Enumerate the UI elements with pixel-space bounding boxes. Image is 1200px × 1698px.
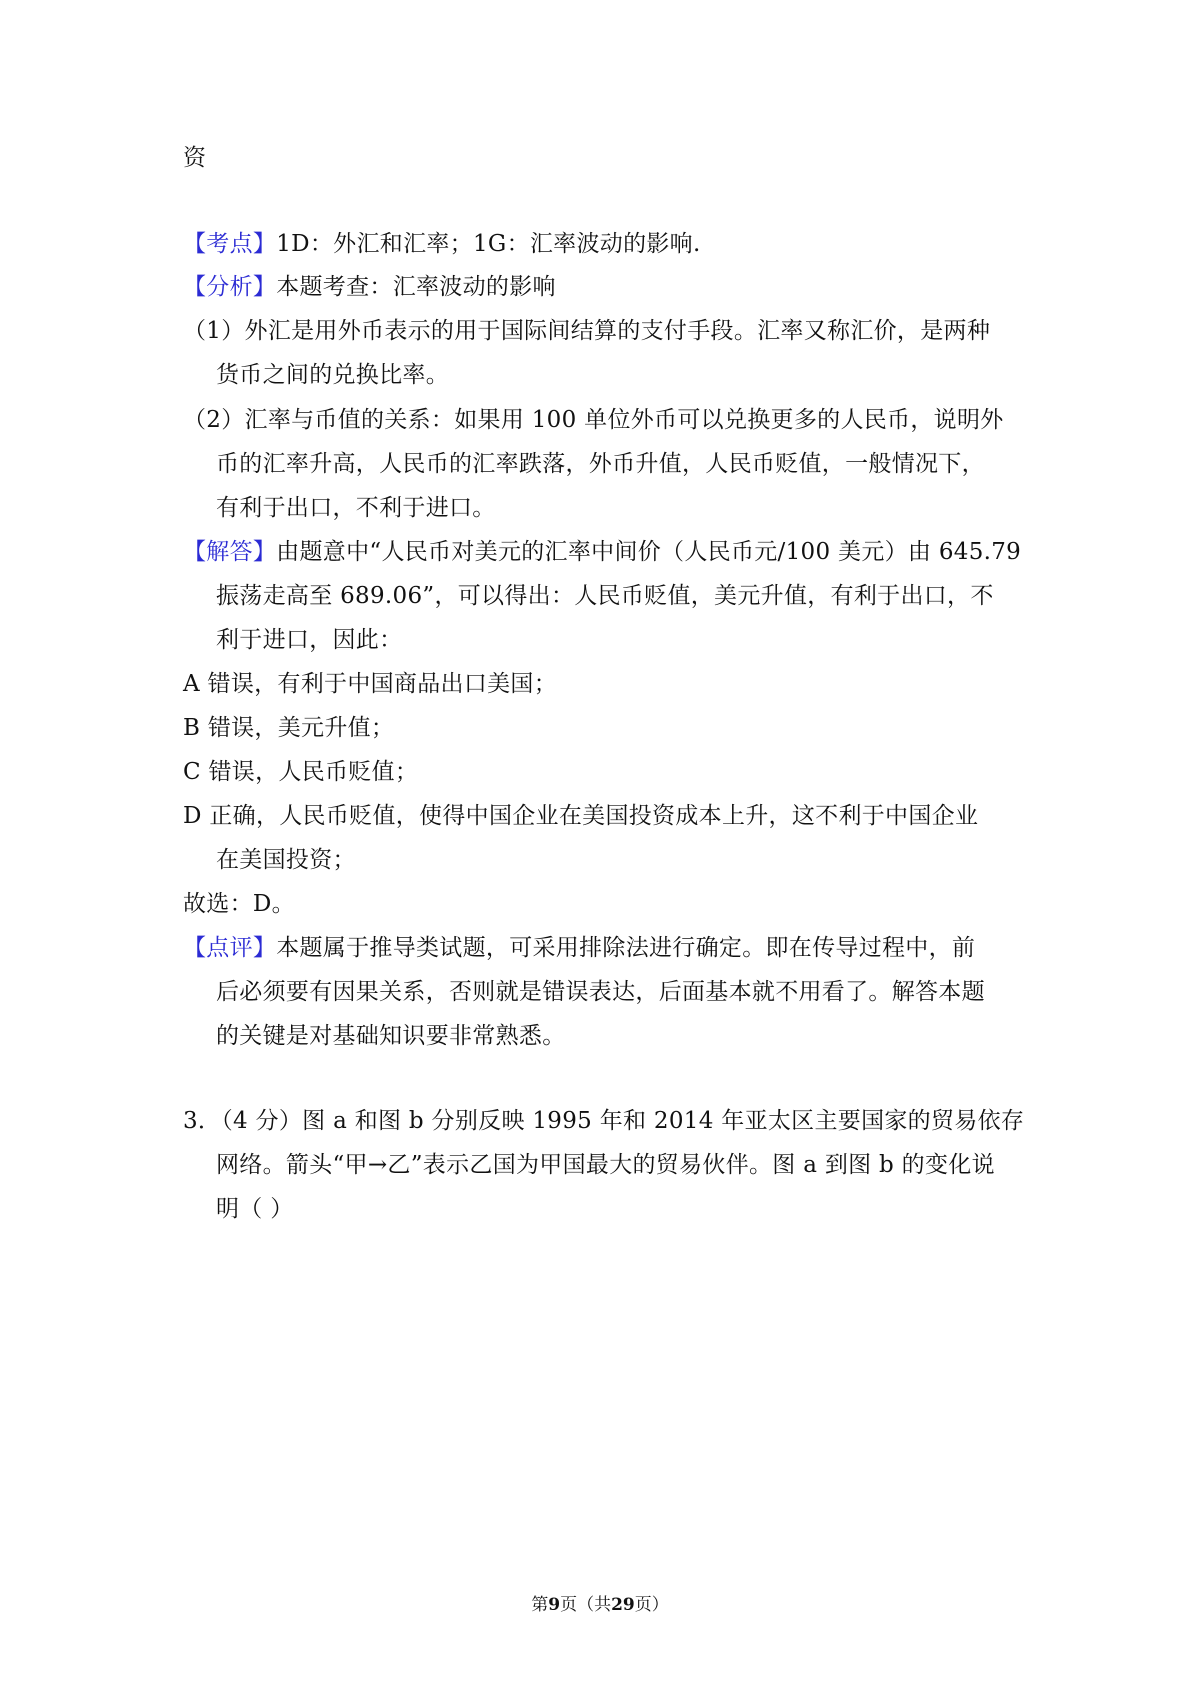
- jieda-tag: 【解答】: [183, 539, 277, 565]
- answer-line: 故选：D。: [183, 891, 295, 917]
- option-a-explanation: A 错误，有利于中国商品出口美国；: [183, 671, 558, 697]
- footer-mid: 页（共: [560, 1595, 612, 1615]
- fenxi-text: 本题考查：汇率波动的影响: [276, 274, 556, 300]
- footer-prefix: 第: [531, 1595, 549, 1615]
- footer-page-number: 9: [548, 1595, 561, 1615]
- jieda-line-1: [183, 537, 1021, 567]
- jieda-line-2: 振荡走高至 689.06”，可以得出：人民币贬值，美元升值，有利于出口，不: [216, 583, 994, 609]
- question-3-line-3: 明（ ）: [216, 1196, 294, 1222]
- page-footer: [0, 1594, 1200, 1616]
- kaodian-text: 1D：外汇和汇率；1G：汇率波动的影响.: [276, 231, 701, 257]
- analysis-item-1-line-1: （1）外汇是用外币表示的用于国际间结算的支付手段。汇率又称汇价，是两种: [183, 318, 991, 344]
- jieda-line-3: 利于进口，因此：: [216, 627, 403, 653]
- jieda-text-1: 由题意中“人民币对美元的汇率中间价（人民币元/100 美元）由 645.79: [276, 539, 1022, 565]
- footer-suffix: 页）: [634, 1595, 669, 1615]
- analysis-item-2-line-2: 币的汇率升高，人民币的汇率跌落，外币升值，人民币贬值，一般情况下，: [216, 451, 985, 477]
- continuation-text: 资: [183, 145, 207, 171]
- footer-total-pages: 29: [611, 1595, 635, 1615]
- question-3-line-2: 网络。箭头“甲→乙”表示乙国为甲国最大的贸易伙伴。图 a 到图 b 的变化说: [216, 1152, 995, 1178]
- dianping-line-2: 后必须要有因果关系，否则就是错误表达，后面基本就不用看了。解答本题: [216, 979, 985, 1005]
- analysis-item-2-line-1: （2）汇率与币值的关系：如果用 100 单位外币可以兑换更多的人民币，说明外: [183, 407, 1004, 433]
- option-d-explanation-line-1: D 正确，人民币贬值，使得中国企业在美国投资成本上升，这不利于中国企业: [183, 803, 979, 829]
- dianping-line-3: 的关键是对基础知识要非常熟悉。: [216, 1023, 566, 1049]
- kaodian-tag: 【考点】: [183, 231, 277, 257]
- fenxi-tag: 【分析】: [183, 274, 277, 300]
- analysis-item-2-line-3: 有利于出口，不利于进口。: [216, 495, 496, 521]
- option-c-explanation: C 错误，人民币贬值；: [183, 759, 419, 785]
- kaodian-line: [183, 229, 701, 259]
- option-b-explanation: B 错误，美元升值；: [183, 715, 395, 741]
- analysis-item-1-line-2: 货币之间的兑换比率。: [216, 362, 449, 388]
- dianping-line-1: [183, 933, 975, 963]
- dianping-tag: 【点评】: [183, 935, 277, 961]
- question-3-line-1: 3．（4 分）图 a 和图 b 分别反映 1995 年和 2014 年亚太区主要国家的贸易依存: [183, 1108, 1025, 1134]
- fenxi-line: [183, 272, 556, 302]
- dianping-text-1: 本题属于推导类试题，可采用排除法进行确定。即在传导过程中，前: [276, 935, 976, 961]
- option-d-explanation-line-2: 在美国投资；: [216, 847, 356, 873]
